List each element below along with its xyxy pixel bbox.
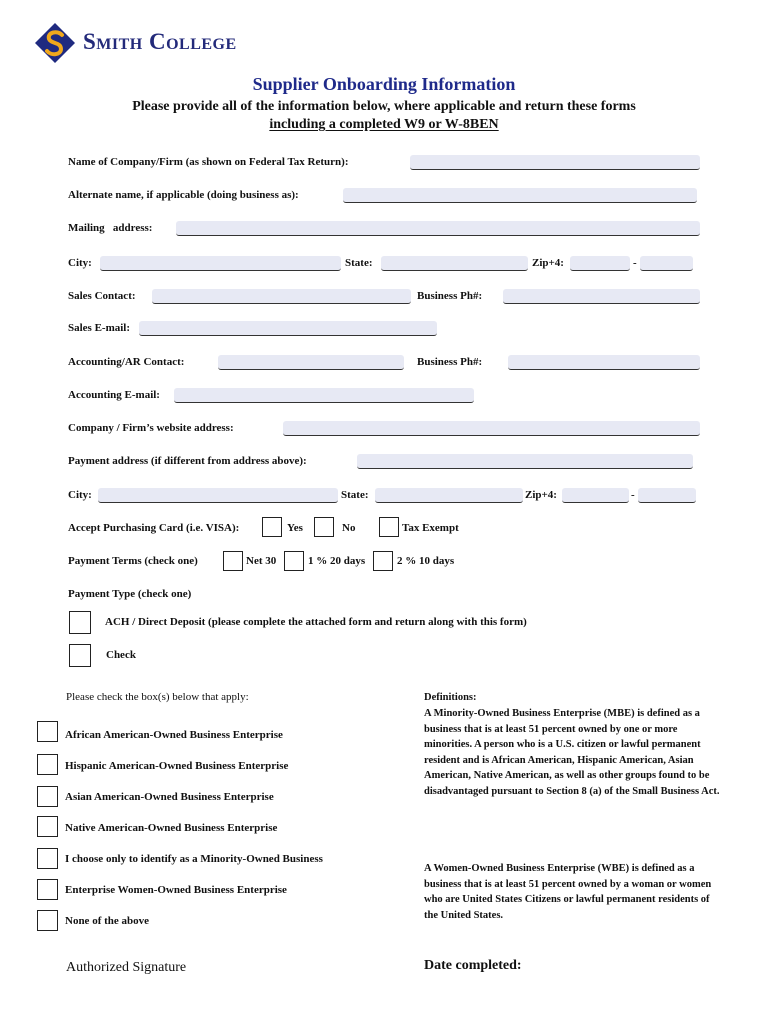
smith-college-logo-icon (34, 22, 76, 64)
purchasing-card-label: Accept Purchasing Card (i.e. VISA): (68, 522, 240, 534)
ach-checkbox[interactable] (69, 611, 91, 634)
women-owned-checkbox[interactable] (37, 879, 58, 900)
payment-zip-dash: - (631, 489, 635, 501)
sales-phone-label: Business Ph#: (417, 290, 483, 302)
tax-exempt-label: Tax Exempt (402, 522, 459, 534)
payment-type-label: Payment Type (check one) (68, 588, 192, 600)
payment-address-label: Payment address (if different from address above): (68, 455, 307, 467)
enterprise-instructions: Please check the box(s) below that apply: (66, 691, 249, 703)
mailing-address-field[interactable] (176, 221, 700, 236)
women-owned-label: Enterprise Women-Owned Business Enterprise (65, 884, 287, 896)
authorized-signature-label: Authorized Signature (66, 960, 187, 975)
payment-state-field[interactable] (375, 488, 523, 503)
company-name-label: Name of Company/Firm (as shown on Federal Tax Return): (68, 156, 349, 168)
city-field[interactable] (100, 256, 341, 271)
payment-city-field[interactable] (98, 488, 338, 503)
sales-email-field[interactable] (139, 321, 437, 336)
native-american-checkbox[interactable] (37, 816, 58, 837)
native-american-label: Native American-Owned Business Enterprise (65, 822, 278, 834)
net30-checkbox[interactable] (223, 551, 243, 571)
wbe-definition: A Women-Owned Business Enterprise (WBE) is defined as a business that is at least 51 percent owned by a woman or women who are United States Citizens or lawful permanent residents of the United States. (424, 863, 712, 921)
accounting-email-label: Accounting E-mail: (68, 389, 160, 401)
net30-label: Net 30 (246, 555, 277, 567)
mailing-address-label: Mailing address: (68, 222, 153, 234)
none-checkbox[interactable] (37, 910, 58, 931)
payment-city-label: City: (68, 489, 92, 501)
sales-email-label: Sales E-mail: (68, 322, 131, 334)
check-checkbox[interactable] (69, 644, 91, 667)
hispanic-american-checkbox[interactable] (37, 754, 58, 775)
term-2pct-label: 2 % 10 days (397, 555, 455, 567)
college-name: Smith College (83, 29, 237, 54)
payment-zip-label: Zip+4: (525, 489, 557, 501)
logo (34, 22, 76, 64)
purchasing-card-yes-label: Yes (287, 522, 303, 534)
definitions-heading: Definitions: (424, 692, 477, 703)
zip-field[interactable] (570, 256, 630, 271)
minority-owned-checkbox[interactable] (37, 848, 58, 869)
asian-american-checkbox[interactable] (37, 786, 58, 807)
company-name-field[interactable] (410, 155, 700, 170)
alternate-name-field[interactable] (343, 188, 697, 203)
accounting-email-field[interactable] (174, 388, 474, 403)
tax-exempt-checkbox[interactable] (379, 517, 399, 537)
purchasing-card-no-checkbox[interactable] (314, 517, 334, 537)
african-american-label: African American-Owned Business Enterprise (65, 729, 283, 741)
payment-zip-ext-field[interactable] (638, 488, 696, 503)
date-completed-label: Date completed: (424, 958, 522, 973)
purchasing-card-yes-checkbox[interactable] (262, 517, 282, 537)
asian-american-label: Asian American-Owned Business Enterprise (65, 791, 274, 803)
sales-contact-label: Sales Contact: (68, 290, 136, 302)
state-label: State: (345, 257, 373, 269)
subtitle-line1: Please provide all of the information below, where applicable and return these forms (132, 99, 636, 114)
city-label: City: (68, 257, 92, 269)
zip-label: Zip+4: (532, 257, 564, 269)
page-title: Supplier Onboarding Information (252, 74, 516, 94)
accounting-contact-label: Accounting/AR Contact: (68, 356, 185, 368)
ach-label: ACH / Direct Deposit (please complete the attached form and return along with this form) (105, 616, 527, 628)
none-label: None of the above (65, 915, 150, 927)
purchasing-card-no-label: No (342, 522, 356, 534)
hispanic-american-label: Hispanic American-Owned Business Enterprise (65, 760, 289, 772)
payment-address-field[interactable] (357, 454, 693, 469)
sales-contact-field[interactable] (152, 289, 411, 304)
alternate-name-label: Alternate name, if applicable (doing business as): (68, 189, 299, 201)
payment-state-label: State: (341, 489, 369, 501)
zip-dash: - (633, 257, 637, 269)
payment-terms-label: Payment Terms (check one) (68, 555, 198, 567)
term-1pct-label: 1 % 20 days (308, 555, 366, 567)
payment-zip-field[interactable] (562, 488, 629, 503)
zip-ext-field[interactable] (640, 256, 693, 271)
accounting-phone-label: Business Ph#: (417, 356, 483, 368)
subtitle-line2: including a completed W9 or W-8BEN (269, 117, 499, 132)
website-field[interactable] (283, 421, 700, 436)
african-american-checkbox[interactable] (37, 721, 58, 742)
minority-owned-label: I choose only to identify as a Minority-Owned Business (65, 853, 323, 865)
accounting-contact-field[interactable] (218, 355, 404, 370)
term-2pct-checkbox[interactable] (373, 551, 393, 571)
accounting-phone-field[interactable] (508, 355, 700, 370)
website-label: Company / Firm’s website address: (68, 422, 234, 434)
check-label: Check (106, 649, 136, 661)
state-field[interactable] (381, 256, 528, 271)
term-1pct-checkbox[interactable] (284, 551, 304, 571)
sales-phone-field[interactable] (503, 289, 700, 304)
mbe-definition: A Minority-Owned Business Enterprise (MBE) is defined as a business that is at least 51 percent owned by one or more minorities. A person who is a U.S. citizen or lawful permanent resident and is African American, Hispanic American, Asian American, Native American, as well as other groups found to be disadvantaged pursuant to Section 8 (a) of the Small Business Act. (424, 708, 720, 797)
